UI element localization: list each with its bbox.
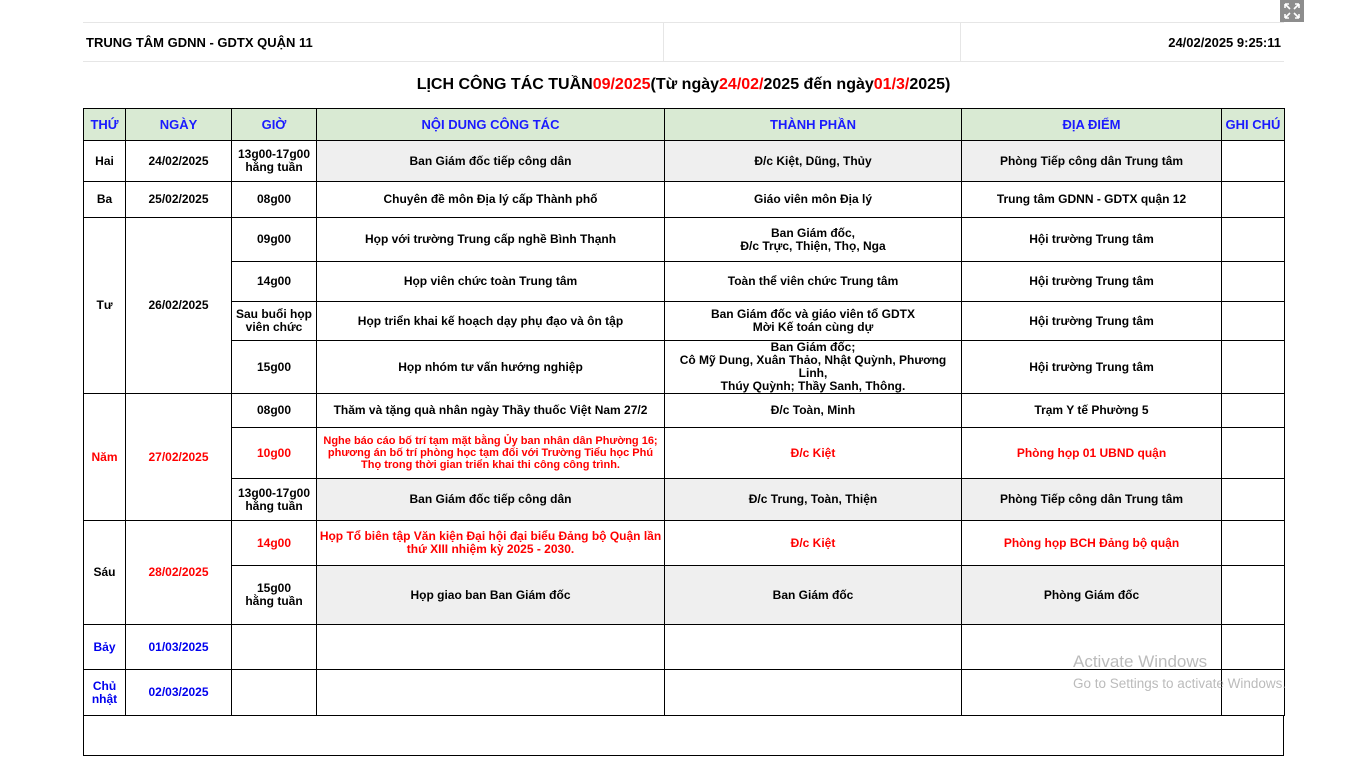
title-text: 2025) bbox=[909, 76, 951, 93]
content-cell: Họp với trường Trung cấp nghề Bình Thạnh bbox=[317, 218, 665, 262]
day-cell: Năm bbox=[84, 394, 126, 521]
column-header-location: ĐỊA ĐIỂM bbox=[962, 109, 1222, 141]
notes-cell bbox=[1222, 566, 1285, 625]
notes-cell bbox=[1222, 394, 1285, 428]
location-cell bbox=[962, 625, 1222, 670]
notes-cell bbox=[1222, 428, 1285, 479]
content-cell: Họp giao ban Ban Giám đốc bbox=[317, 566, 665, 625]
day-cell: Bảy bbox=[84, 625, 126, 670]
generated-datetime: 24/02/2025 9:25:11 bbox=[1168, 34, 1281, 50]
content-cell: Ban Giám đốc tiếp công dân bbox=[317, 141, 665, 182]
members-cell: Ban Giám đốc, Đ/c Trực, Thiện, Thọ, Nga bbox=[665, 218, 962, 262]
content-cell: Ban Giám đốc tiếp công dân bbox=[317, 479, 665, 521]
table-row bbox=[84, 141, 1285, 182]
time-cell: 14g00 bbox=[232, 262, 317, 302]
table-row bbox=[84, 182, 1285, 218]
content-cell bbox=[317, 670, 665, 716]
time-cell bbox=[232, 625, 317, 670]
title-week: 09/2025 bbox=[592, 76, 651, 93]
title-text: (Từ ngày bbox=[650, 76, 720, 93]
members-cell: Toàn thể viên chức Trung tâm bbox=[665, 262, 962, 302]
members-cell bbox=[665, 670, 962, 716]
sheet-header bbox=[83, 22, 1284, 62]
expand-icon[interactable] bbox=[1280, 0, 1304, 22]
table-row bbox=[84, 394, 1285, 428]
title-from-date: 24/02/ bbox=[719, 76, 764, 93]
location-cell: Hội trường Trung tâm bbox=[962, 302, 1222, 341]
location-cell bbox=[962, 670, 1222, 716]
watermark-title: Activate Windows bbox=[1073, 652, 1208, 671]
time-cell: 15g00 hằng tuần bbox=[232, 566, 317, 625]
title-to-date: 01/3/ bbox=[873, 76, 910, 93]
members-cell: Ban Giám đốc và giáo viên tổ GDTX Mời Kế toán cùng dự bbox=[665, 302, 962, 341]
location-cell: Phòng Tiếp công dân Trung tâm bbox=[962, 479, 1222, 521]
date-cell: 28/02/2025 bbox=[126, 521, 232, 625]
table-header-row bbox=[84, 109, 1285, 141]
table-row bbox=[84, 479, 1285, 521]
members-cell: Ban Giám đốc; Cô Mỹ Dung, Xuân Thảo, Nhật Quỳnh, Phương Linh, Thúy Quỳnh; Thầy Sanh, Thông. bbox=[665, 341, 962, 394]
date-cell: 02/03/2025 bbox=[126, 670, 232, 716]
time-cell: 14g00 bbox=[232, 521, 317, 566]
location-cell: Trung tâm GDNN - GDTX quận 12 bbox=[962, 182, 1222, 218]
location-cell: Trạm Y tế Phường 5 bbox=[962, 394, 1222, 428]
location-cell: Hội trường Trung tâm bbox=[962, 218, 1222, 262]
watermark-subtitle: Go to Settings to activate Windows. bbox=[1073, 676, 1287, 691]
members-cell: Đ/c Kiệt bbox=[665, 428, 962, 479]
time-cell: 08g00 bbox=[232, 182, 317, 218]
column-header-day: THỨ bbox=[84, 109, 126, 141]
location-cell: Phòng họp BCH Đảng bộ quận bbox=[962, 521, 1222, 566]
table-row bbox=[84, 670, 1285, 716]
organization-name: TRUNG TÂM GDNN - GDTX QUẬN 11 bbox=[83, 23, 664, 61]
members-cell bbox=[665, 625, 962, 670]
day-cell: Hai bbox=[84, 141, 126, 182]
notes-cell bbox=[1222, 670, 1285, 716]
page-title bbox=[83, 62, 1284, 108]
time-cell: 13g00-17g00 hằng tuần bbox=[232, 479, 317, 521]
notes-cell bbox=[1222, 302, 1285, 341]
content-cell: Nghe báo cáo bố trí tạm mặt bằng Ủy ban nhân dân Phường 16; phương án bố trí phòng học tạm đối với Trường Tiểu học Phú Thọ trong thời gian triển khai thi công công trình. bbox=[317, 428, 665, 479]
table-row bbox=[84, 625, 1285, 670]
time-cell: 10g00 bbox=[232, 428, 317, 479]
time-cell bbox=[232, 670, 317, 716]
date-cell: 25/02/2025 bbox=[126, 182, 232, 218]
members-cell: Đ/c Toàn, Minh bbox=[665, 394, 962, 428]
notes-cell bbox=[1222, 182, 1285, 218]
date-cell: 01/03/2025 bbox=[126, 625, 232, 670]
members-cell: Đ/c Kiệt, Dũng, Thủy bbox=[665, 141, 962, 182]
schedule-table bbox=[83, 108, 1285, 716]
table-row bbox=[84, 428, 1285, 479]
table-footer bbox=[83, 716, 1284, 756]
time-cell: 13g00-17g00 hằng tuần bbox=[232, 141, 317, 182]
column-header-date: NGÀY bbox=[126, 109, 232, 141]
members-cell: Đ/c Kiệt bbox=[665, 521, 962, 566]
location-cell: Phòng Tiếp công dân Trung tâm bbox=[962, 141, 1222, 182]
location-cell: Phòng Giám đốc bbox=[962, 566, 1222, 625]
time-cell: 15g00 bbox=[232, 341, 317, 394]
content-cell: Họp Tổ biên tập Văn kiện Đại hội đại biểu Đảng bộ Quận lần thứ XIII nhiệm kỳ 2025 - 2030. bbox=[317, 521, 665, 566]
content-cell: Họp viên chức toàn Trung tâm bbox=[317, 262, 665, 302]
table-row bbox=[84, 302, 1285, 341]
day-cell: Sáu bbox=[84, 521, 126, 625]
column-header-content: NỘI DUNG CÔNG TÁC bbox=[317, 109, 665, 141]
title-text: LỊCH CÔNG TÁC TUẦN bbox=[416, 76, 593, 93]
date-cell: 27/02/2025 bbox=[126, 394, 232, 521]
notes-cell bbox=[1222, 521, 1285, 566]
column-header-notes: GHI CHÚ bbox=[1222, 109, 1285, 141]
content-cell: Chuyên đề môn Địa lý cấp Thành phố bbox=[317, 182, 665, 218]
content-cell: Họp nhóm tư vấn hướng nghiệp bbox=[317, 341, 665, 394]
table-row bbox=[84, 566, 1285, 625]
column-header-time: GIỜ bbox=[232, 109, 317, 141]
notes-cell bbox=[1222, 262, 1285, 302]
schedule-sheet bbox=[83, 22, 1287, 756]
day-cell: Tư bbox=[84, 218, 126, 394]
content-cell bbox=[317, 625, 665, 670]
table-row bbox=[84, 218, 1285, 262]
notes-cell bbox=[1222, 479, 1285, 521]
table-row bbox=[84, 521, 1285, 566]
time-cell: Sau buổi họp viên chức bbox=[232, 302, 317, 341]
header-empty-cell bbox=[664, 23, 961, 61]
content-cell: Họp triển khai kế hoạch dạy phụ đạo và ôn tập bbox=[317, 302, 665, 341]
column-header-members: THÀNH PHẦN bbox=[665, 109, 962, 141]
location-cell: Hội trường Trung tâm bbox=[962, 262, 1222, 302]
notes-cell bbox=[1222, 141, 1285, 182]
date-cell: 24/02/2025 bbox=[126, 141, 232, 182]
location-cell: Phòng họp 01 UBND quận bbox=[962, 428, 1222, 479]
time-cell: 09g00 bbox=[232, 218, 317, 262]
day-cell: Chủ nhật bbox=[84, 670, 126, 716]
members-cell: Giáo viên môn Địa lý bbox=[665, 182, 962, 218]
time-cell: 08g00 bbox=[232, 394, 317, 428]
notes-cell bbox=[1222, 625, 1285, 670]
day-cell: Ba bbox=[84, 182, 126, 218]
notes-cell bbox=[1222, 341, 1285, 394]
location-cell: Hội trường Trung tâm bbox=[962, 341, 1222, 394]
date-cell: 26/02/2025 bbox=[126, 218, 232, 394]
table-row bbox=[84, 262, 1285, 302]
content-cell: Thăm và tặng quà nhân ngày Thầy thuốc Việt Nam 27/2 bbox=[317, 394, 665, 428]
table-row bbox=[84, 341, 1285, 394]
title-text: 2025 đến ngày bbox=[763, 76, 874, 93]
members-cell: Ban Giám đốc bbox=[665, 566, 962, 625]
notes-cell bbox=[1222, 218, 1285, 262]
members-cell: Đ/c Trung, Toàn, Thiện bbox=[665, 479, 962, 521]
